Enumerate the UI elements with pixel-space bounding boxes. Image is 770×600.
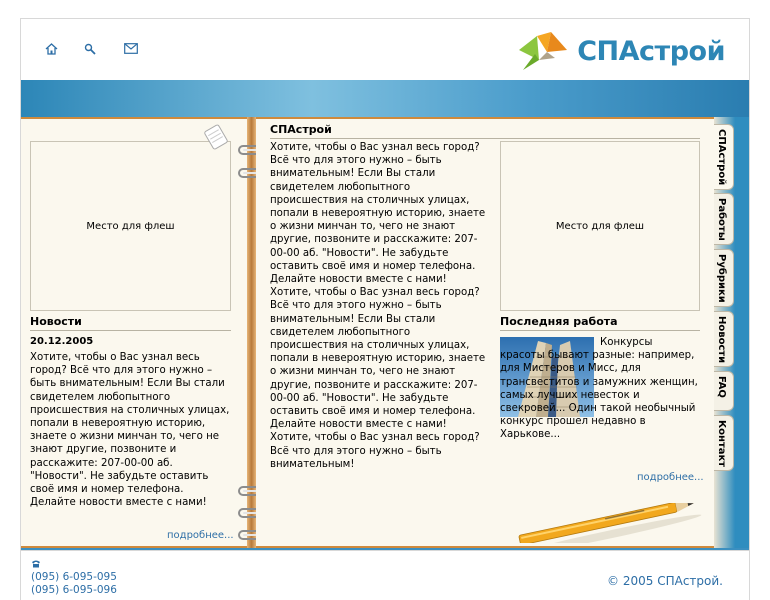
center-text [270, 141, 488, 471]
tab-faq[interactable] [714, 371, 734, 411]
flash-placeholder-label: Место для флеш [555, 220, 645, 232]
mail-icon[interactable] [124, 43, 138, 55]
flash-placeholder-right [500, 141, 700, 311]
paper-clip-icon [201, 121, 231, 153]
center-paragraph: Хотите, чтобы о Вас узнал весь город? Всё что для этого нужно – быть внимательным! [270, 432, 480, 470]
latest-work-more-link[interactable]: подробнее... [637, 472, 704, 483]
band-decoration [21, 80, 749, 118]
tab-label: Контакт [716, 420, 727, 468]
news-title: Новости [30, 315, 231, 331]
copyright: © 2005 СПАстрой. [607, 574, 723, 588]
tab-label: Новости [716, 316, 727, 364]
tab-news[interactable] [714, 311, 734, 367]
center-paragraph: Хотите, чтобы о Вас узнал весь город? Всё что для этого нужно – быть внимательным! Если Вы стали свидетелем любопытного происшествия на столичных улицах, попали в невероятную историю, знаете о жизни минчан то, чего не знают другие, позвоните и расскажите: 207-00-00 аб. "Новости". Не забудьте оставить своё имя и номер телефона. Делайте новости вместе с нами! [270, 142, 486, 286]
phone-number[interactable]: (095) 6-095-095 [31, 571, 117, 583]
tab-label: Работы [716, 198, 727, 241]
latest-work-title: Последняя работа [500, 315, 700, 331]
latest-work-text: Конкурсы красоты бывают разные: например, для Мистеров и Мисс, для трансвеститов и замужних женщин, самых лучших невесток и свекровей... Один такой необычный конкурс прошел недавно в Харькове... [500, 337, 698, 441]
flash-placeholder-left [30, 141, 231, 311]
logo-text: СПАстрой [577, 35, 725, 67]
news-more-link[interactable]: подробнее... [167, 530, 234, 541]
tab-works[interactable] [714, 193, 734, 245]
flash-placeholder-label: Место для флеш [86, 220, 175, 232]
footer [21, 550, 749, 600]
right-page [256, 117, 714, 548]
center-paragraph: Хотите, чтобы о Вас узнал весь город? Всё что для этого нужно – быть внимательным! Если Вы стали свидетелем любопытного происшествия на столичных улицах, попали в невероятную историю, знаете о жизни минчан то, чего не знают другие, позвоните и расскажите: 207-00-00 аб. "Новости". Не забудьте оставить своё имя и номер телефона. Делайте новости вместе с нами! [270, 287, 486, 431]
header [21, 19, 749, 80]
logo[interactable] [517, 29, 725, 73]
logo-mark-icon [517, 30, 569, 72]
news-text: Хотите, чтобы о Вас узнал весь город? Всё что для этого нужно – быть внимательным! Если Вы стали свидетелем любопытного происшествия на столичных улицах, попали в невероятную историю, знаете о жизни минчан то, чего не знают другие, позвоните и расскажите: 207-00-00 аб. "Новости". Не забудьте оставить своё имя и номер телефона. Делайте новости вместе с нами! [30, 352, 230, 509]
news-date: 20.12.2005 [30, 336, 94, 347]
phone-icon [31, 560, 41, 568]
center-title: СПАстрой [270, 123, 700, 139]
left-page [21, 117, 247, 548]
tab-contacts[interactable] [714, 415, 734, 471]
tab-spastroy[interactable] [714, 124, 734, 190]
phone-number[interactable]: (095) 6-095-096 [31, 584, 117, 596]
tab-label: FAQ [716, 376, 727, 398]
tab-label: Рубрики [716, 254, 727, 303]
search-icon[interactable] [84, 43, 98, 55]
home-icon[interactable] [45, 43, 59, 55]
notebook-spine [247, 117, 256, 548]
tab-rubrics[interactable] [714, 249, 734, 307]
tab-label: СПАстрой [716, 129, 727, 186]
pencil-icon [506, 503, 706, 543]
